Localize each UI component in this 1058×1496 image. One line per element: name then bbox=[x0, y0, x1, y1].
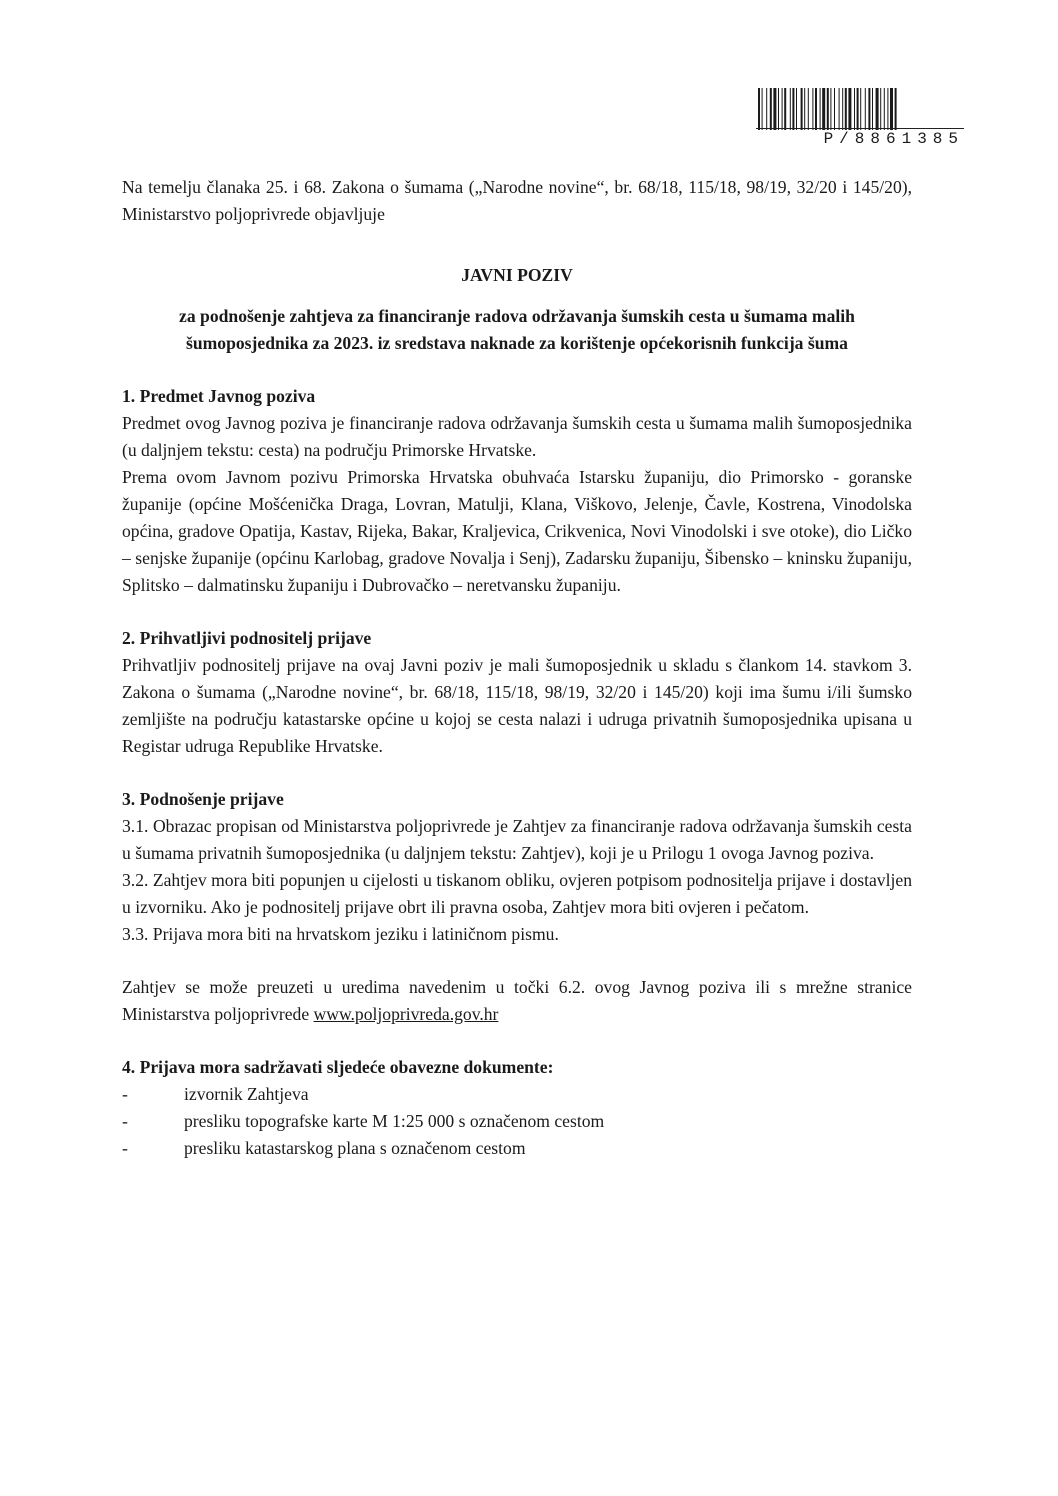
section-3-paragraph-3: 3.3. Prijava mora biti na hrvatskom jeziku i latiničnom pismu. bbox=[122, 924, 559, 944]
list-bullet: - bbox=[122, 1084, 128, 1104]
section-2-heading: 2. Prihvatljivi podnositelj prijave bbox=[122, 628, 372, 648]
section-4 bbox=[122, 1054, 912, 1162]
document-title: JAVNI POZIV bbox=[461, 265, 573, 285]
list-bullet: - bbox=[122, 1138, 128, 1158]
list-item-text: presliku topografske karte M 1:25 000 s označenom cestom bbox=[184, 1111, 605, 1131]
section-1-paragraph-2: Prema ovom Javnom pozivu Primorska Hrvatska obuhvaća Istarsku županiju, dio Primorsko - goranske županije (općine Mošćenička Draga, Lovran, Matulji, Klana, Viškovo, Jelenje, Čavle, Kostrena, Vinodolska općina, gradove Opatija, Kastav, Rijeka, Bakar, Kraljevica, Crikvenica, Novi Vinodolski i sve otoke), dio Ličko – senjske županije (općinu Karlobag, gradove Novalja i Senj), Zadarsku županiju, Šibensko – kninsku županiju, Splitsko – dalmatinsku županiju i Dubrovačko – neretvansku županiju. bbox=[122, 467, 912, 595]
section-2 bbox=[122, 625, 912, 760]
section-3-paragraph-4 bbox=[122, 974, 912, 1028]
section-3-heading: 3. Podnošenje prijave bbox=[122, 789, 284, 809]
list-item bbox=[122, 1135, 912, 1162]
list-bullet: - bbox=[122, 1111, 128, 1131]
list-item bbox=[122, 1108, 912, 1135]
section-4-heading: 4. Prijava mora sadržavati sljedeće obavezne dokumente: bbox=[122, 1057, 554, 1077]
section-1-heading: 1. Predmet Javnog poziva bbox=[122, 386, 316, 406]
list-item bbox=[122, 1081, 912, 1108]
ministry-website-link[interactable]: www.poljoprivreda.gov.hr bbox=[313, 1004, 499, 1024]
document-body bbox=[122, 174, 912, 1188]
section-1-paragraph-1: Predmet ovog Javnog poziva je financiranje radova održavanja šumskih cesta u šumama malih šumoposjednika (u daljnjem tekstu: cesta) na području Primorske Hrvatske. bbox=[122, 413, 912, 460]
section-3-paragraph-1: 3.1. Obrazac propisan od Ministarstva poljoprivrede je Zahtjev za financiranje radova održavanja šumskih cesta u šumama privatnih šumoposjednika (u daljnjem tekstu: Zahtjev), koji je u Prilogu 1 ovoga Javnog poziva. bbox=[122, 816, 912, 863]
section-3 bbox=[122, 786, 912, 1028]
barcode bbox=[756, 88, 964, 150]
list-item-text: izvornik Zahtjeva bbox=[184, 1084, 309, 1104]
barcode-bars-icon bbox=[756, 88, 964, 130]
list-item-text: presliku katastarskog plana s označenom cestom bbox=[184, 1138, 526, 1158]
section-2-paragraph-1: Prihvatljiv podnositelj prijave na ovaj Javni poziv je mali šumoposjednik u skladu s člankom 14. stavkom 3. Zakona o šumama („Narodne novine“, br. 68/18, 115/18, 98/19, 32/20 i 145/20) koji ima šumu i/ili šumsko zemljište na području katastarske općine u kojoj se cesta nalazi i udruga privatnih šumoposjednika upisana u Registar udruga Republike Hrvatske. bbox=[122, 655, 912, 756]
section-3-paragraph-2: 3.2. Zahtjev mora biti popunjen u cijelosti u tiskanom obliku, ovjeren potpisom podnositelja prijave i dostavljen u izvorniku. Ako je podnositelj prijave obrt ili pravna osoba, Zahtjev mora biti ovjeren i pečatom. bbox=[122, 870, 912, 917]
intro-paragraph: Na temelju članaka 25. i 68. Zakona o šumama („Narodne novine“, br. 68/18, 115/18, 98/19, 32/20 i 145/20), Ministarstvo poljoprivrede objavljuje bbox=[122, 177, 912, 224]
section-1 bbox=[122, 383, 912, 599]
download-note: Zahtjev se može preuzeti u uredima navedenim u točki 6.2. ovog Javnog poziva ili s mrežne stranice Ministarstva poljoprivrede bbox=[122, 977, 912, 1024]
required-documents-list bbox=[122, 1081, 912, 1162]
document-subtitle: za podnošenje zahtjeva za financiranje radova održavanja šumskih cesta u šumama malih šumoposjednika za 2023. iz sredstava naknade za korištenje općekorisnih funkcija šuma bbox=[179, 306, 855, 353]
barcode-number: P/8861385 bbox=[756, 128, 964, 149]
